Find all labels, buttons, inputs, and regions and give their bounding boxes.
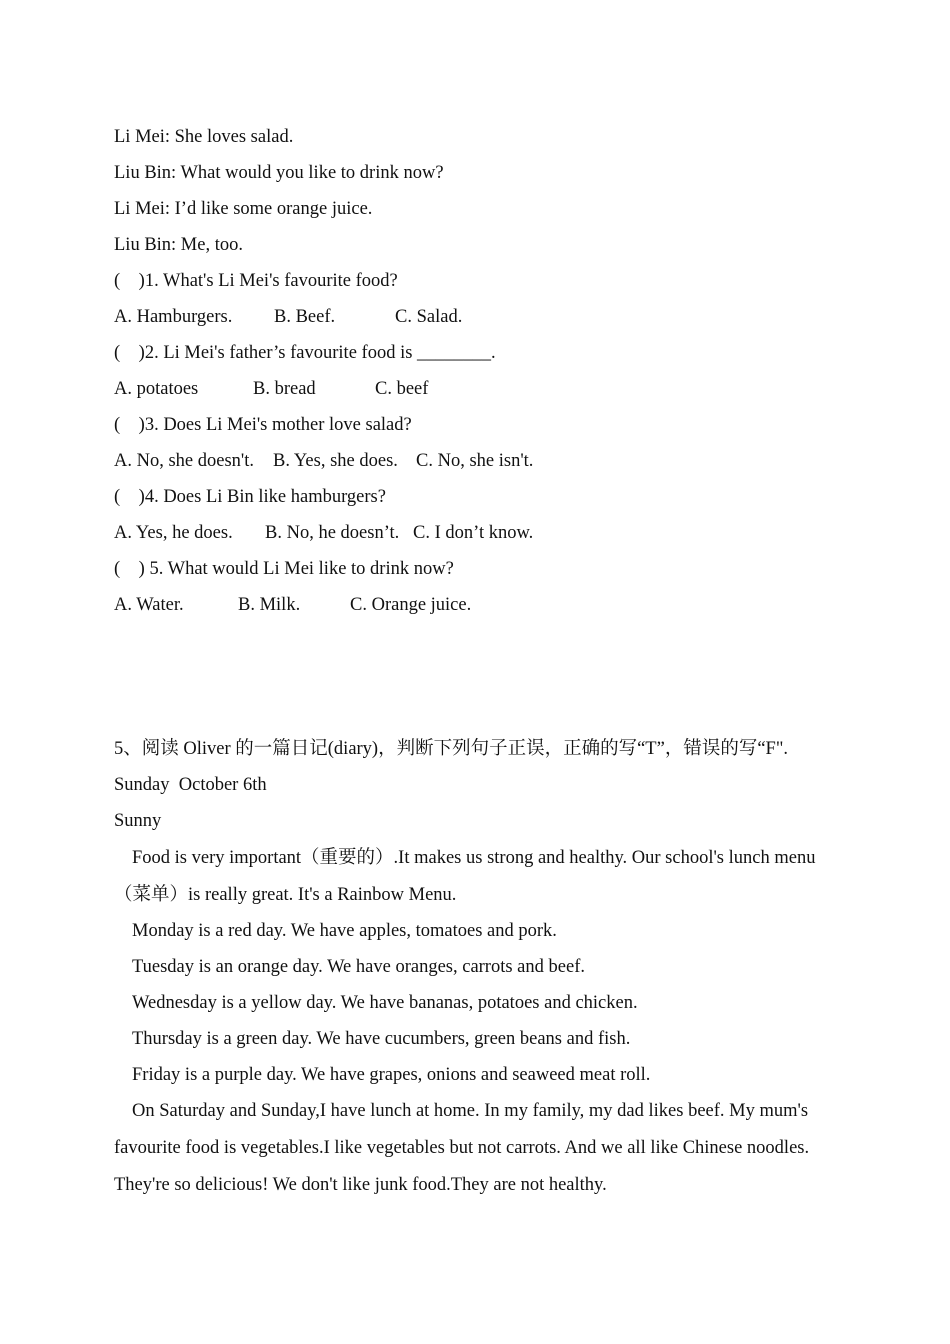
question-stem: ( )3. Does Li Mei's mother love salad?: [114, 415, 412, 435]
diary-day-line: Friday is a purple day. We have grapes, onions and seaweed meat roll.: [132, 1065, 651, 1085]
dialogue-line: Li Mei: She loves salad.: [114, 127, 294, 147]
diary-day-line: Thursday is a green day. We have cucumbers, green beans and fish.: [132, 1029, 631, 1049]
option: A. Water.: [114, 595, 184, 615]
diary-day-line: Tuesday is an orange day. We have oranges, carrots and beef.: [132, 957, 585, 977]
diary-paragraph-line: On Saturday and Sunday,I have lunch at home. In my family, my dad likes beef. My mum's: [132, 1101, 809, 1121]
diary-paragraph-line: favourite food is vegetables.I like vegetables but not carrots. And we all like Chinese noodles.: [114, 1138, 810, 1158]
option: B. Yes, she does.: [273, 451, 398, 471]
diary-day-line: Monday is a red day. We have apples, tomatoes and pork.: [132, 921, 557, 941]
section-instruction: 5、阅读 Oliver 的一篇日记(diary)，判断下列句子正误，正确的写“T”，错误的写“F".: [114, 739, 788, 759]
diary-paragraph-line: Food is very important（重要的）.It makes us strong and healthy. Our school's lunch menu: [132, 848, 816, 868]
option: A. potatoes: [114, 379, 199, 399]
option: A. Yes, he does.: [114, 523, 233, 543]
option: A. No, she doesn't.: [114, 451, 255, 471]
question-stem: ( )2. Li Mei's father’s favourite food is ________.: [114, 343, 496, 363]
question-stem: ( )1. What's Li Mei's favourite food?: [114, 271, 398, 291]
diary-weather: Sunny: [114, 811, 162, 831]
question-options: [114, 378, 428, 400]
dialogue-line: Liu Bin: Me, too.: [114, 235, 243, 255]
option: C. No, she isn't.: [416, 451, 534, 471]
dialogue-line: Li Mei: I’d like some orange juice.: [114, 199, 373, 219]
option: B. Milk.: [238, 595, 301, 615]
diary-day-line: Wednesday is a yellow day. We have bananas, potatoes and chicken.: [132, 993, 638, 1013]
question-options: [114, 522, 533, 544]
question-options: [114, 306, 462, 328]
diary-paragraph-line: They're so delicious! We don't like junk food.They are not healthy.: [114, 1175, 607, 1195]
diary-date: Sunday October 6th: [114, 775, 267, 795]
option: B. Beef.: [274, 307, 336, 327]
dialogue-line: Liu Bin: What would you like to drink now?: [114, 163, 444, 183]
question-options: [114, 594, 471, 616]
question-stem: ( ) 5. What would Li Mei like to drink now?: [114, 559, 454, 579]
option: C. beef: [375, 379, 429, 399]
option: A. Hamburgers.: [114, 307, 233, 327]
option: C. I don’t know.: [413, 523, 534, 543]
question-stem: ( )4. Does Li Bin like hamburgers?: [114, 487, 386, 507]
option: C. Orange juice.: [350, 595, 472, 615]
option: B. No, he doesn’t.: [265, 523, 400, 543]
option: C. Salad.: [395, 307, 463, 327]
question-options: [114, 450, 533, 472]
diary-paragraph-line: （菜单）is really great. It's a Rainbow Menu.: [114, 885, 457, 905]
option: B. bread: [253, 379, 316, 399]
